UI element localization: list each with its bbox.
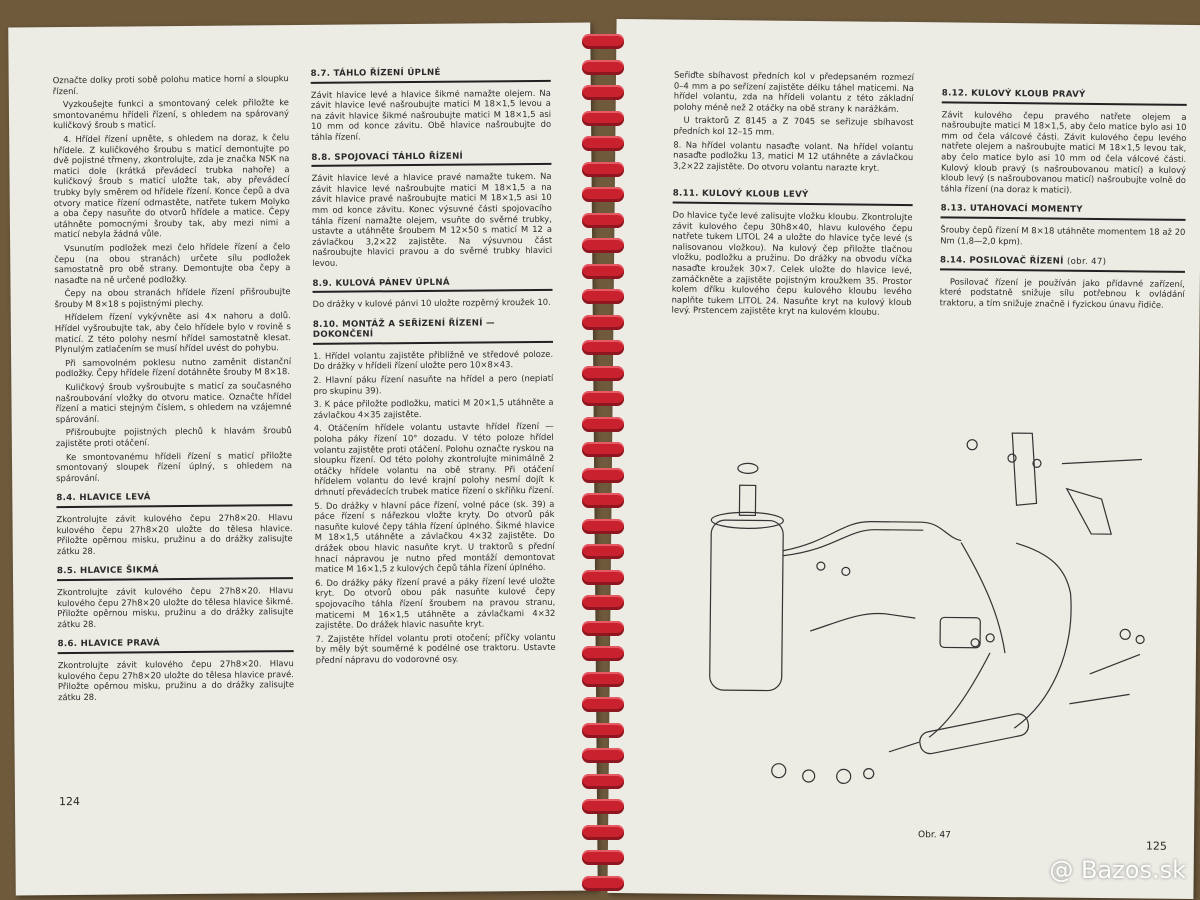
binding-ring xyxy=(582,34,624,49)
paragraph: Čepy na obou stranách hřídele řízení přišroubujte šrouby M 8×18 s pojistnými plechy. xyxy=(54,286,291,310)
list-item: 1. Hřídel volantu zajistěte přibližně ve středové poloze. Do drážky v hřídeli řízení uložte pero 10×8×43. xyxy=(313,348,554,372)
section-heading: 8.12. KULOVÝ KLOUB PRAVÝ xyxy=(942,88,1187,105)
list-item: 5. Do drážky v hlavní páce řízení, volné páce (sk. 39) a páce řízení s nářezkou vložte kryty. Do otvorů pák nasuňte kulové čepy táhla řízení úplného. Šikmé hlavice M 18×1,5 utáhněte a závlačkou 4×32 zajistěte. Do drážek obou hlavic nasuňte kryt. U traktorů s přední hnací nápravou je nutno před montáží demontovat matice M 16×1,5 z kulových čepů táhla řízení úplného. xyxy=(314,498,555,575)
list-item: 7. Zajistěte hřídel volantu proti otočení; příčky volantu by měly být souměrné k podélné ose traktoru. Ustavte přední nápravu do vodorovné osy. xyxy=(315,631,556,665)
left-column-1 xyxy=(53,73,294,705)
paragraph: Vyzkoušejte funkci a smontovaný celek přiložte ke smontovanému hřídeli řízení, s ohledem na spárovaný kuličkový šroub s maticí. xyxy=(52,97,290,131)
paragraph: 8. Na hřídel volantu nasaďte volant. Na hřídel volantu nasaďte podložku 13, matici M 12 utáhněte a závlačkou 3,2×22 zajistěte. Do otvoru volantu narazte kryt. xyxy=(673,139,914,173)
binding-ring xyxy=(582,697,624,712)
page-number: 125 xyxy=(1145,839,1168,853)
figure-labels xyxy=(617,19,1200,25)
section-heading: 8.4. HLAVICE LEVÁ xyxy=(56,491,292,508)
section-text: Zkontrolujte závit kulového čepu 27h8×20. Hlavu kulového čepu 27h8×20 uložte do tělesa hlavice. Přiložte opěrnou misku, pružinu a do drážky zalisujte zátku 28. xyxy=(56,512,293,556)
paragraph: Při samovolném poklesu nutno zaměnit distanční podložky. Čepy hřídele řízení dotáhněte šrouby M 8×18. xyxy=(55,355,292,379)
binding-ring xyxy=(582,340,624,355)
binding-ring xyxy=(582,213,624,228)
binding-ring xyxy=(582,391,624,406)
binding-ring xyxy=(582,723,624,738)
paragraph: Hřídelem řízení vykývněte asi 4× nahoru a dolů. Hřídel vyšroubujte tak, aby čelo hřídele bylo v rovině s maticí. Z této polohy nesmí hřídel samostatně klesat. Plynulým zatlačením se musí hřídel uvést do pohybu. xyxy=(54,310,291,355)
spiral-binding xyxy=(578,28,628,894)
binding-ring xyxy=(582,519,624,534)
right-page xyxy=(607,19,1200,899)
binding-ring xyxy=(582,136,624,151)
section-heading: 8.9. KULOVÁ PÁNEV ÚPLNÁ xyxy=(312,276,552,293)
binding-ring xyxy=(582,238,624,253)
binding-ring xyxy=(582,774,624,789)
section-heading: 8.7. TÁHLO ŘÍZENÍ ÚPLNÉ xyxy=(311,67,551,84)
binding-ring xyxy=(582,544,624,559)
watermark-text: @ Bazos.sk xyxy=(1049,856,1186,884)
exploded-diagram xyxy=(668,390,1193,835)
page-number: 124 xyxy=(58,794,81,809)
binding-ring xyxy=(582,876,624,891)
section-heading: 8.11. KULOVÝ KLOUB LEVÝ xyxy=(673,189,913,206)
reservoir-drawing xyxy=(710,520,784,691)
section-heading: 8.6. HLAVICE PRAVÁ xyxy=(58,637,294,654)
binding-ring xyxy=(582,366,624,381)
paragraph: 4. Hřídel řízení upněte, s ohledem na doraz, k čelu hřídele. Z kuličkového šroubu s maticí demontujte po dvě pojistné třmeny, zkontrolujte, zda je značka NSK na matici dole (krátká převádecí trubka nahoře) a kuličkový šroub s maticí uložte tak, aby převádecí trubky byly směrem od hřídele řízení. Konce čepů a dva otvory matice řízení odmastěte, natřete tukem Molyko a oba čepy nasuňte do otvorů hřídele a matice. Čepy utáhněte pomocnými šrouby tak, aby mezi nimi a maticí nebyla žádná vůle. xyxy=(53,132,290,240)
section-heading: 8.10. MONTÁŽ A SEŘÍZENÍ ŘÍZENÍ — DOKONČENÍ xyxy=(313,318,553,345)
binding-ring xyxy=(582,850,624,865)
binding-ring xyxy=(582,264,624,279)
right-column-1 xyxy=(671,70,914,321)
section-text: Závit kulového čepu pravého natřete olejem a našroubujte matici M 18×1,5, aby čelo matice bylo asi 10 mm od čela válcové části. Závit kulového čepu levého natřete olejem a našroubujte matici M 18×1,5 levou tak, aby čelo matice bylo asi 10 mm od čela válcové části. Kulový kloub pravý (s našroubovanou maticí) a kulový kloub levý (s našroubovanou maticí) našroubujte volně do táhla řízení (na doraz k matici). xyxy=(940,108,1187,195)
section-heading xyxy=(940,255,1185,272)
section-text: Šrouby čepů řízení M 8×18 utáhněte momentem 18 až 20 Nm (1,8—2,0 kpm). xyxy=(940,224,1186,246)
paragraph: Kuličkový šroub vyšroubujte s maticí za současného našroubování vložky do otvoru matice. Označte hřídel řízení a matici stejným číslem, s ohledem na vzájemné spárování. xyxy=(55,380,292,424)
section-text: Závit hlavice levé a hlavice pravé namažte tukem. Na závit hlavice levé našroubujte matici M 18×1,5 a na závit hlavice pravé našroubujte matici M 18×1,5 asi 10 mm od konce závitu. Konec výsuvné části spojovacího táhla řízení namažte olejem, vsuňte do svěrné trubky, ustavte a utáhněte šroubem M 12×50 s maticí M 12 a závlačkou 3,2×22 zajistěte. Na výsuvnou část našroubujte hlavici pravou a do svěrné trubky hlavici levou. xyxy=(311,170,553,268)
paragraph: Seřiďte sbíhavost předních kol v předepsaném rozmezí 0–4 mm a po seřízení zajistěte délku táhel maticemi. Na hřídel volantu, zda na hřídeli volantu z této základní polohy méně než 2 otáčky na obě strany k narážkám. xyxy=(673,69,915,114)
list-item: 4. Otáčením hřídele volantu ustavte hřídel řízení — poloha páky řízení 10° dozadu. V této poloze hřídel volantu zajistěte proti otáčení. Polohu označte ryskou na sloupku řízení. Od této polohy zkontrolujte minimálně 2 otáčky hřídele volantu na obě strany. Při otáčení hřídelem volantu do levé krajní polohy nesmí dojít k drhnutí převádecích trubek matice řízení o skříňku řízení. xyxy=(313,421,555,497)
section-text: Do drážky v kulové pánvi 10 uložte rozpěrný kroužek 10. xyxy=(312,296,551,310)
section-heading: 8.8. SPOJOVACÍ TÁHLO ŘÍZENÍ xyxy=(311,150,551,167)
binding-ring xyxy=(582,442,624,457)
binding-ring xyxy=(582,595,624,610)
list-item: 2. Hlavní páku řízení nasuňte na hřídel a pero (nepiatí pro skupinu 39). xyxy=(313,372,554,396)
section-heading: 8.13. UTAHOVACÍ MOMENTY xyxy=(941,204,1186,221)
list-item: 3. K páce přiložte podložku, matici M 20×1,5 utáhněte a závlačkou 4×35 zajistěte. xyxy=(313,397,554,420)
left-column-2 xyxy=(311,67,556,669)
binding-ring xyxy=(582,621,624,636)
figure-caption: Obr. 47 xyxy=(918,830,951,841)
section-text: Zkontrolujte závit kulového čepu 27h8×20. Hlavu kulového čepu 27h8×20 uložte do tělesa hlavice pravé. Přiložte opěrnou misku, pružinu a do drážky zalisujte zátku 28. xyxy=(57,657,295,702)
binding-ring xyxy=(582,799,624,814)
paragraph: Přišroubujte pojistných plechů k hlavám šroubů zajistěte proti otáčení. xyxy=(55,425,292,449)
binding-ring xyxy=(582,825,624,840)
binding-ring xyxy=(582,493,624,508)
binding-ring xyxy=(582,111,624,126)
section-text: Zkontrolujte závit kulového čepu 27h8×20. Hlavu kulového čepu 27h8×20 uložte do tělesa hlavice šikmé. Přiložte opěrnou misku, pružinu a do drážky zalisujte zátku 28. xyxy=(57,585,294,629)
paragraph: Vsunutím podložek mezi čelo hřídele řízení a čelo čepu (na obou stranách) určete sílu podložek samostatně pro obě strany. Demontujte oba čepy a nasaďte na ně určené podložky. xyxy=(54,241,291,285)
figure-reference: (obr. 47) xyxy=(1066,256,1107,268)
binding-ring xyxy=(582,315,624,330)
binding-ring xyxy=(582,748,624,763)
section-title: 8.14. POSILOVAČ ŘÍZENÍ xyxy=(940,255,1064,267)
section-text: Do hlavice tyče levé zalisujte vložku kloubu. Zkontrolujte závit kulového čepu 30h8×40, hlavu kulového čepu natřete tukem LITOL 24 a uložte do hlavice tyče levé (s nalisovanou vložkou). Na kulový čep přiložte tlačnou vložku, podložku a pružinu. Do drážky na obvodu víčka nasaďte kroužek 30×7. Celek uložte do hlavice levé, zamáčkněte a zajistěte pojistným kroužkem 35. Prostor kolem dříku kulového čepu kulového kloubu levého naplňte tukem LITOL 24. Nasuňte kryt na kulový kloub levý. Prstencem zajistěte kryt na kulovém kloubu. xyxy=(671,209,913,318)
binding-ring xyxy=(582,646,624,661)
binding-ring xyxy=(582,289,624,304)
numbered-list xyxy=(313,349,556,666)
section-text: Závit hlavice levé a hlavice šikmé namažte olejem. Na závit hlavice levé našroubujte matici M 18×1,5 levou a na závit hlavice šikmé našroubujte matici M 18×1,5 asi 10 mm od konce závitu. Obě hlavice našroubujte do táhla řízení. xyxy=(310,87,552,142)
section-heading: 8.5. HLAVICE ŠIKMÁ xyxy=(57,564,293,581)
binding-ring xyxy=(582,187,624,202)
paragraph: Označte dolky proti sobě polohu matice horní a sloupku řízení. xyxy=(52,73,289,96)
binding-ring xyxy=(582,162,624,177)
binding-ring xyxy=(582,468,624,483)
binding-ring xyxy=(582,417,624,432)
paragraph: Ke smontovanému hřídeli řízení s maticí přiložte smontovaný sloupek řízení úplný, s ohledem na spárování. xyxy=(56,449,293,483)
paragraph: U traktorů Z 8145 a Z 7045 se seřizuje sbíhavost předních kol 12–15 mm. xyxy=(673,115,914,137)
right-column-2 xyxy=(940,88,1187,313)
binding-ring xyxy=(582,60,624,75)
section-text: Posilovač řízení je používán jako přídavné zařízení, které podstatně snižuje sílu potřebnou k ovládání traktoru, a tím snižuje značně i fyzickou únavu řidiče. xyxy=(939,276,1185,310)
binding-ring xyxy=(582,672,624,687)
binding-ring xyxy=(582,85,624,100)
list-item: 6. Do drážky páky řízení pravé a páky řízení levé uložte kryt. Do otvorů obou pák nasuňte kulové čepy spojovacího táhla řízení šroubem na pravou stranu, maticemi M 16×1,5 utáhněte a závlačkami 4×32 zajistěte. Do drážek hlavic nasuňte kryt. xyxy=(315,575,556,631)
left-page xyxy=(8,22,598,895)
binding-ring xyxy=(582,570,624,585)
